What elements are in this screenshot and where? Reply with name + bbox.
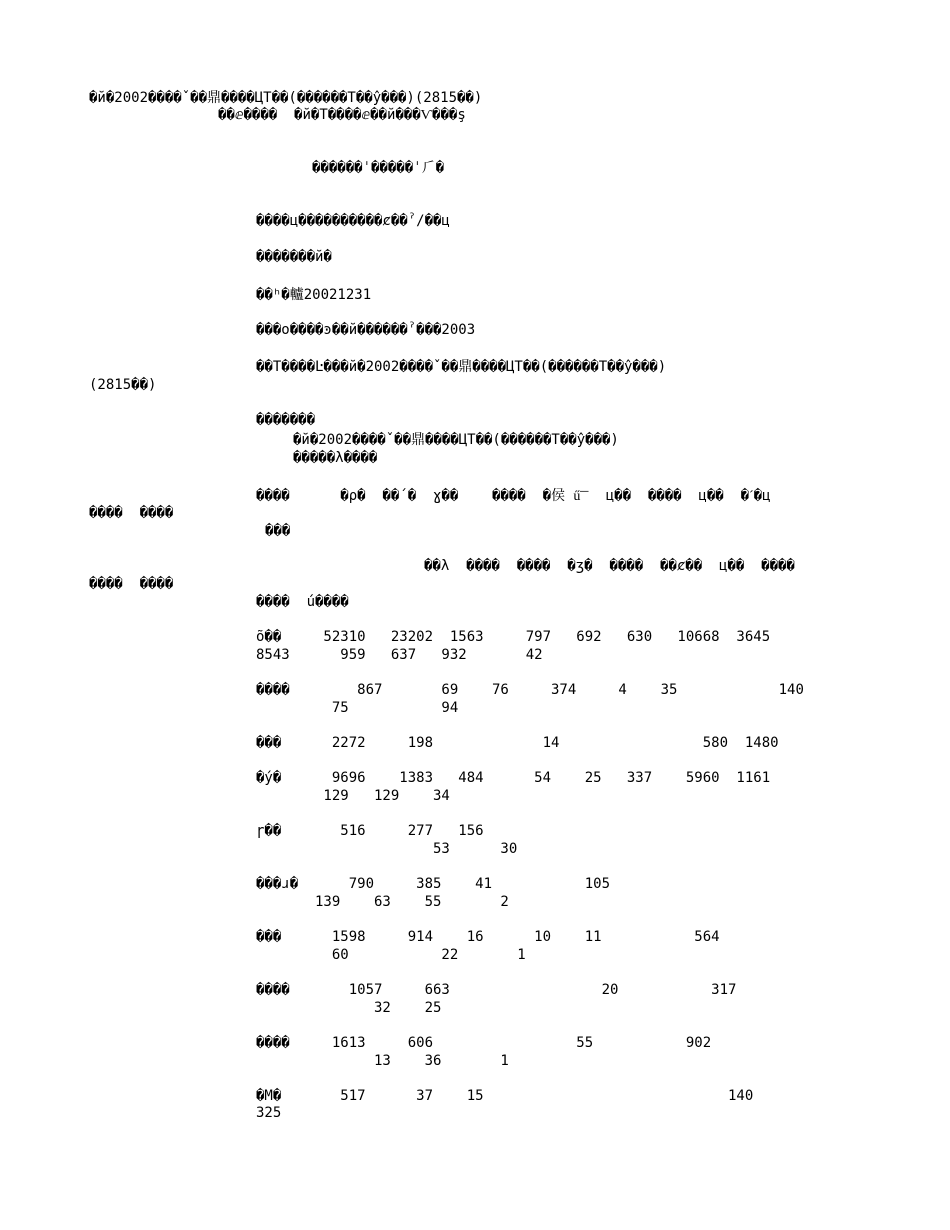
table-row: ���� 1057 663 20 317: [256, 982, 737, 998]
table-row-continuation: 32 25: [256, 1000, 442, 1016]
table-header-left: ���� ����: [89, 576, 174, 592]
meta-line: ��ʰ�轤20021231: [256, 287, 372, 303]
table-header-row: ��λ ���� ���� �ʒ� ���� ��ȼ�� ц�� ����: [424, 558, 795, 574]
table-row-continuation: 75 94: [256, 700, 459, 716]
table-row-continuation: 60 22 1: [256, 947, 526, 963]
table-row: ���� 1613 606 55 902: [256, 1035, 712, 1051]
table-row: õ�� 52310 23202 1563 797 692 630 10668 3645: [256, 629, 771, 645]
table-row: ɼ�� 516 277 156: [256, 823, 484, 839]
table-row: ���ɹ� 790 385 41 105: [256, 876, 611, 892]
table-header-sub: ���: [265, 523, 291, 539]
meta-line: ���ο����ͽ��й������ˀ���2003: [256, 322, 476, 338]
remark-line: �����λ����: [293, 450, 378, 466]
document-title: �й�2002����ˇ��鼎����ЦТ��(������Т��ŷ���)(2815��): [89, 90, 483, 106]
remark-line: �й�2002����ˇ��鼎����ЦТ��(������Т��ŷ���): [293, 432, 619, 448]
meta-line: ����ц����������ȼ��ˀ/��ц: [256, 213, 450, 229]
document-subtitle: ��ⅇ���� �й�Т����ⅇ��й���Ѵ���ş: [218, 107, 466, 123]
table-row-continuation: 129 129 34: [256, 788, 450, 804]
table-row-continuation: 13 36 1: [256, 1053, 509, 1069]
table-header-left: ���� ����: [89, 505, 174, 521]
meta-line: (2815��): [89, 377, 157, 393]
meta-line: ��Т����Ŀ���й�2002����ˇ��鼎����ЦТ��(������Т��ŷ���): [256, 359, 667, 375]
table-row-continuation: 325: [256, 1105, 282, 1121]
table-header-row: ���� �ρ� ��́ � ɣ�� ���� �侯 ű͞ ц�� ���� ц�� �ˊ�ц: [256, 488, 771, 504]
remark-label: �������: [256, 412, 316, 428]
table-row: �ý� 9696 1383 484 54 25 337 5960 1161: [256, 770, 771, 786]
table-header-row: ���� ú����: [256, 594, 349, 610]
table-row: ���� 867 69 76 374 4 35 140: [256, 682, 804, 698]
table-row-continuation: 8543 959 637 932 42: [256, 647, 543, 663]
table-row-continuation: 139 63 55 2: [256, 894, 509, 910]
table-row: �M� 517 37 15 140: [256, 1088, 754, 1104]
table-row: ��� 2272 198 14 580 1480: [256, 735, 779, 751]
table-row-continuation: 53 30: [256, 841, 518, 857]
meta-line: �������й�: [256, 249, 332, 265]
table-row: ��� 1598 914 16 10 11 564: [256, 929, 720, 945]
section-heading: ������ˈ�����ˈ⺁�: [312, 160, 445, 176]
